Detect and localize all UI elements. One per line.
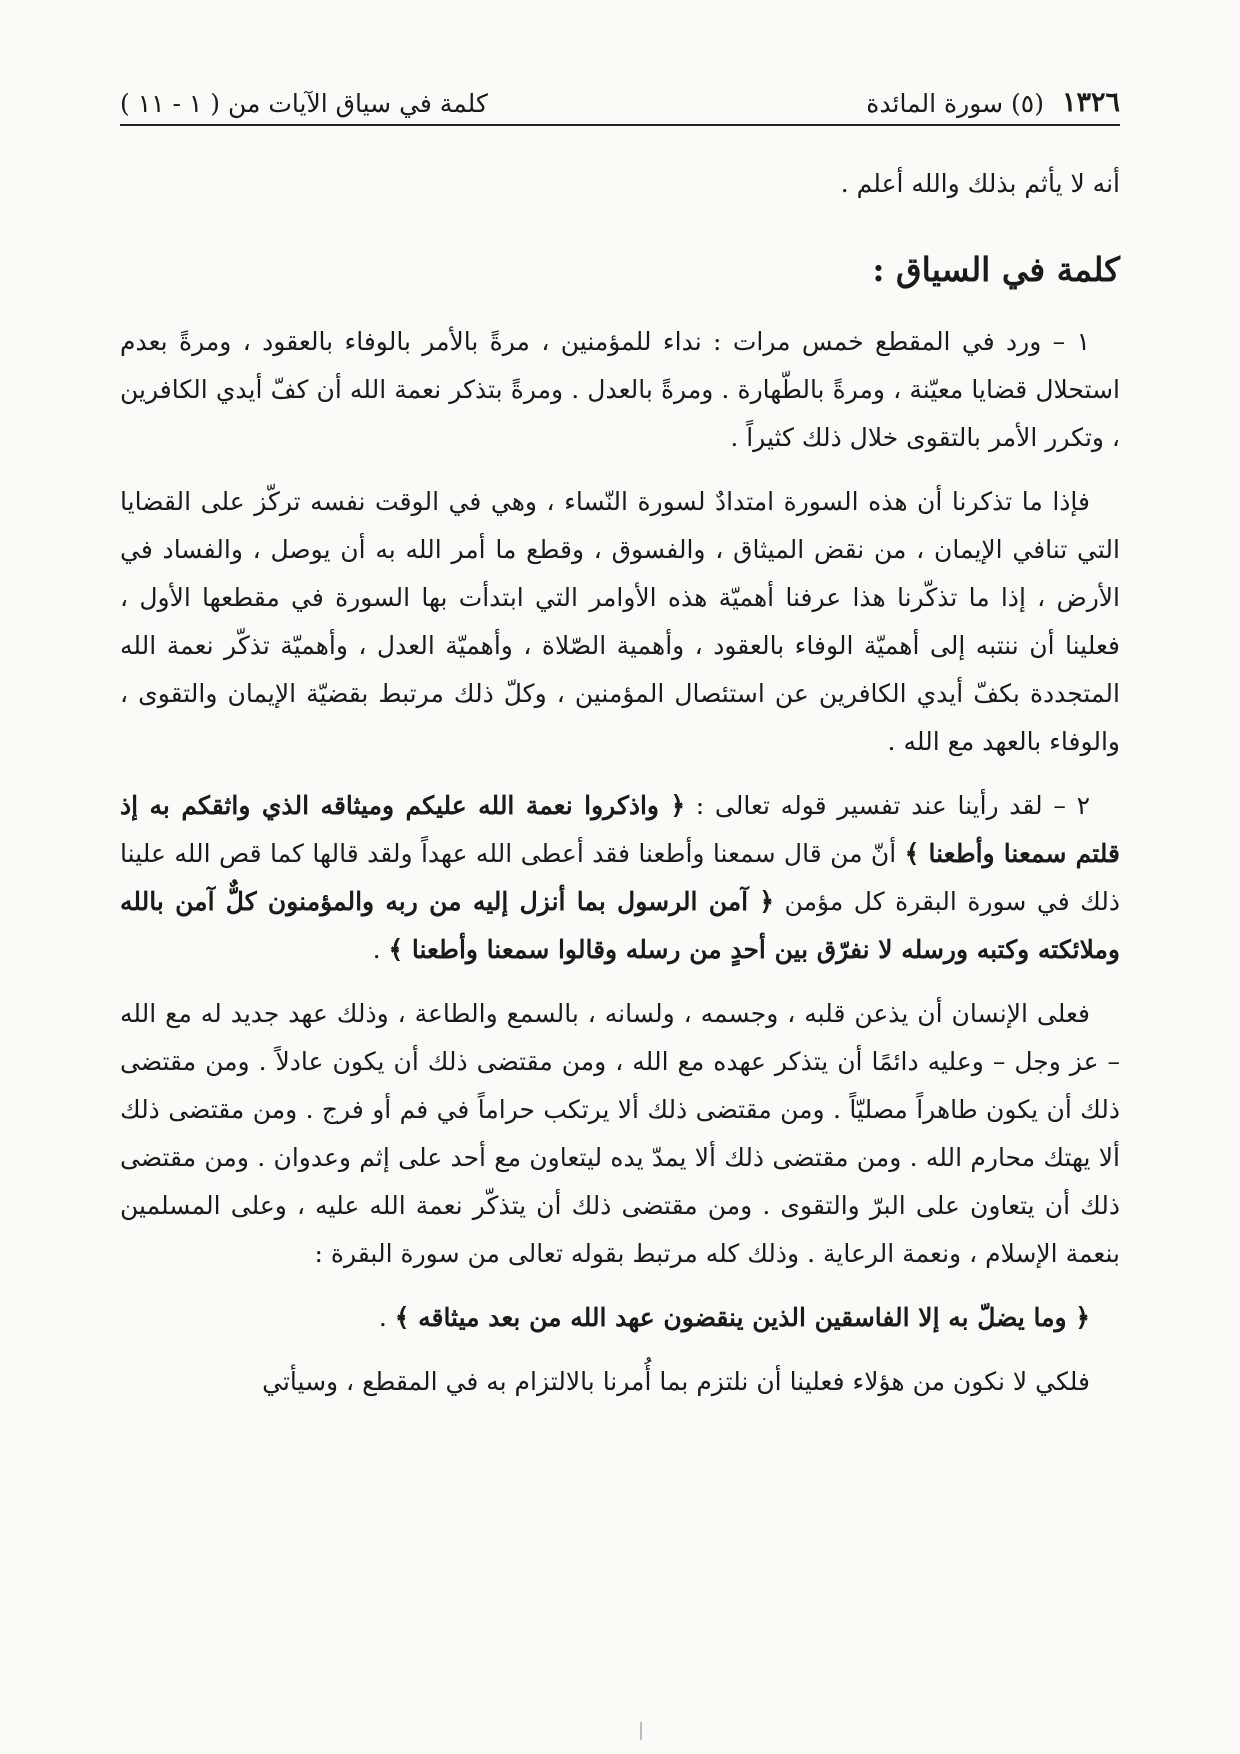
surah-name: (٥) سورة المائدة bbox=[866, 89, 1044, 118]
quran-quote-1: ﴿ واذكروا نعمة الله عليكم وميثاقه الذي واثقكم به إذ قلتم سمعنا وأطعنا ﴾ bbox=[120, 791, 1120, 868]
paragraph-1: ١ – ورد في المقطع خمس مرات : نداء للمؤمنين ، مرةً بالأمر بالوفاء بالعقود ، ومرةً بعدم استحلال قضايا معيّنة ، ومرةً بالطّهارة . ومرةً بالعدل . ومرةً بتذكر نعمة الله أن كفّ أيدي الكافرين ، وتكرر الأمر بالتقوى خلال ذلك كثيراً . bbox=[120, 327, 1120, 452]
intro-line: أنه لا يأثم بذلك والله أعلم . bbox=[840, 169, 1120, 198]
paragraph-3-text-a: ٢ – لقد رأينا عند تفسير قوله تعالى : bbox=[685, 791, 1090, 820]
header-right bbox=[866, 87, 1120, 118]
verse-line bbox=[120, 1294, 1120, 1342]
paragraph-4: فعلى الإنسان أن يذعن قلبه ، وجسمه ، ولسانه ، بالسمع والطاعة ، وذلك عهد جديد له مع الله – عز وجل – وعليه دائمًا أن يتذكر عهده مع الله ، ومن مقتضى ذلك أن يكون عادلاً . ومن مقتضى ذلك أن يكون طاهراً مصليّاً . ومن مقتضى ذلك ألا يرتكب حراماً في فم أو فرج . ومن مقتضى ذلك ألا يهتك محارم الله . ومن مقتضى ذلك ألا يمدّ يده ليتعاون مع أحد على إثم وعدوان . ومن مقتضى ذلك أن يتعاون على البرّ والتقوى . ومن مقتضى ذلك أن يتذكّر نعمة الله عليه ، وعلى المسلمين بنعمة الإسلام ، ونعمة الرعاية . وذلك كله مرتبط بقوله تعالى من سورة البقرة : bbox=[120, 999, 1120, 1268]
paragraph-5: فلكي لا نكون من هؤلاء فعلينا أن نلتزم بما أُمرنا بالالتزام به في المقطع ، وسيأتي bbox=[262, 1367, 1090, 1396]
paragraph-2: فإذا ما تذكرنا أن هذه السورة امتدادٌ لسورة النّساء ، وهي في الوقت نفسه تركّز على القضايا التي تنافي الإيمان ، من نقض الميثاق ، والفسوق ، وقطع ما أمر الله به أن يوصل ، والفساد في الأرض ، إذا ما تذكّرنا هذا عرفنا أهميّة هذه الأوامر التي ابتدأت بها السورة في مقطعها الأول ، فعلينا أن ننتبه إلى أهميّة الوفاء بالعقود ، وأهمية الصّلاة ، وأهميّة العدل ، وأهميّة تذكّر نعمة الله المتجددة بكفّ أيدي الكافرين عن استئصال المؤمنين ، وكلّ ذلك مرتبط بقضيّة الإيمان والتقوى ، والوفاء بالعهد مع الله . bbox=[120, 487, 1120, 756]
main-content bbox=[120, 160, 1120, 1422]
section-heading: كلمة في السياق : bbox=[872, 250, 1120, 289]
quran-quote-2: ﴿ آمن الرسول بما أنزل إليه من ربه والمؤمنون كلٌّ آمن بالله وملائكته وكتبه ورسله لا نفرّق بين أحدٍ من رسله وقالوا سمعنا وأطعنا ﴾ bbox=[120, 887, 1120, 964]
paragraph-3-text-c: . bbox=[372, 935, 389, 964]
page-number: ١٣٢٦ bbox=[1061, 87, 1120, 118]
section-title: كلمة في سياق الآيات من ( ١ - ١١ ) bbox=[120, 89, 488, 118]
verse-end: . bbox=[378, 1303, 395, 1332]
paragraph-3-text-b: أنّ من قال سمعنا وأطعنا فقد أعطى الله عهداً ولقد قالها كما قص الله علينا ذلك في سورة البقرة كل مؤمن bbox=[120, 839, 1120, 916]
header-rule bbox=[120, 124, 1120, 126]
running-header bbox=[120, 82, 1120, 118]
paragraph-3 bbox=[120, 782, 1120, 974]
page-mark bbox=[640, 1722, 642, 1740]
quran-quote-3: ﴿ وما يضلّ به إلا الفاسقين الذين ينقضون عهد الله من بعد ميثاقه ﴾ bbox=[394, 1303, 1090, 1332]
